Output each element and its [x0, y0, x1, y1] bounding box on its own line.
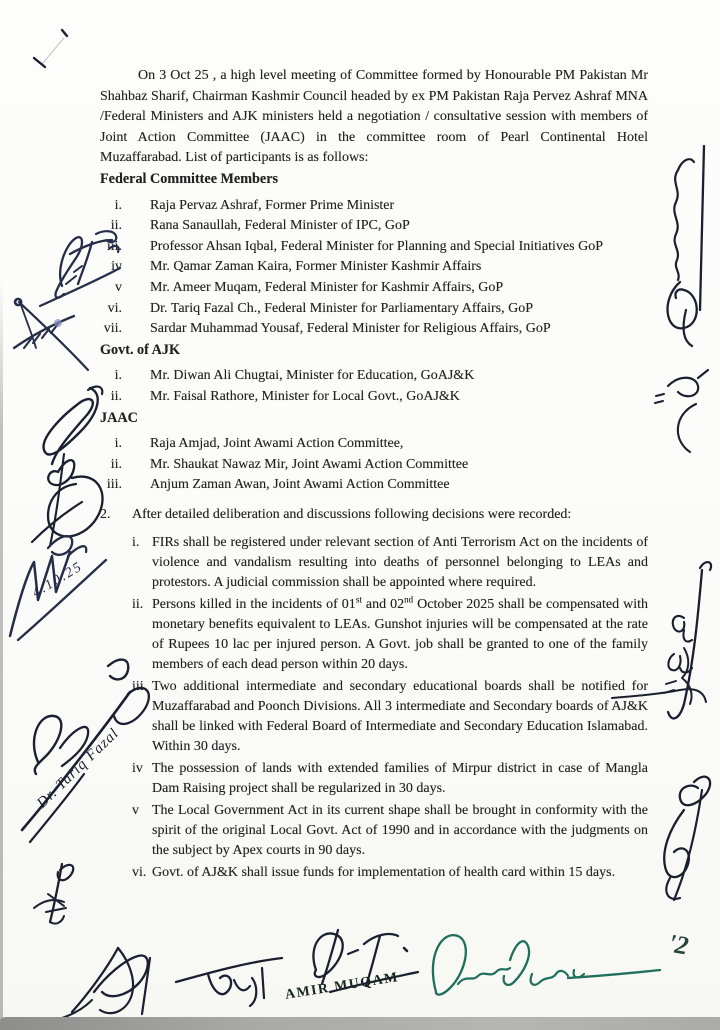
item-numeral: iii.: [132, 679, 148, 695]
item-numeral: v: [115, 279, 122, 295]
handwritten-tariq-fazal-note: Dr. Tariq Fazal: [34, 725, 123, 812]
item-text: Raja Amjad, Joint Awami Action Committee,: [150, 436, 404, 452]
decisions-intro-row: [100, 505, 648, 526]
item-numeral: i.: [114, 197, 122, 213]
item-text: Dr. Tariq Fazal Ch., Federal Minister for Parliamentary Affairs, GoP: [150, 300, 534, 316]
scan-edge-shadow-bottom: [0, 1017, 720, 1030]
decision-item: [132, 759, 648, 799]
item-numeral: vii.: [103, 321, 122, 337]
signature-bottom-3: [278, 920, 440, 1020]
handwritten-page-mark: '2: [665, 928, 691, 961]
item-numeral: i.: [114, 436, 122, 452]
item-numeral: ii.: [110, 456, 122, 472]
section-heading-federal-committee-members: Federal Committee Members: [100, 170, 279, 187]
item-text: Mr. Shaukat Nawaz Mir, Joint Awami Action Committee: [150, 456, 469, 472]
ajk-govt-list: [100, 366, 648, 407]
decision-item: [132, 801, 648, 861]
decision-text-part: October 2025 shall be compensated with monetary benefits equivalent to LEAs. Gunshot injuries will be compensated at the rate of Rupees 10 lac per injured person. A Govt. job shall be granted to one of the family members of each dead person within 20 days.: [152, 597, 648, 673]
decision-text: Two additional intermediate and secondary educational boards shall be notified for Muzaffarabad and Poonch Divisions. All 3 intermediate and Secondary boards of AJ&K shall be linked with Federal Board of Intermediate and Secondary Education Islamabad. Within 30 days.: [152, 679, 648, 755]
item-text: Sardar Muhammad Yousaf, Federal Minister for Religious Affairs, GoP: [150, 321, 551, 337]
scan-edge-shadow-left: [0, 280, 3, 1030]
list-item: [100, 299, 648, 320]
ordinal-superscript: st: [355, 594, 362, 605]
signature-bottom-4-green: [392, 926, 668, 1008]
decision-item: [132, 863, 648, 883]
item-numeral: v: [132, 803, 139, 819]
decision-item: [132, 533, 648, 593]
item-text: Anjum Zaman Awan, Joint Awami Action Committee: [150, 477, 450, 493]
decision-text-part: Persons killed in the incidents of 01: [152, 597, 356, 613]
list-item: [100, 366, 648, 387]
list-item: [100, 455, 648, 476]
list-item: [100, 278, 648, 299]
list-item: [100, 237, 648, 258]
section-heading-jaac: JAAC: [100, 409, 138, 426]
item-numeral: ii.: [110, 388, 122, 404]
item-text: Raja Pervaz Ashraf, Former Prime Minister: [150, 197, 395, 213]
decisions-intro-text: After detailed deliberation and discussions following decisions were recorded:: [132, 506, 572, 522]
federal-members-list: [100, 196, 648, 340]
list-item: [100, 387, 648, 408]
item-numeral: ii.: [110, 218, 122, 234]
item-text: Rana Sanaullah, Federal Minister of IPC, GoP: [150, 218, 410, 234]
item-text: Mr. Qamar Zaman Kaira, Former Minister Kashmir Affairs: [150, 259, 482, 275]
item-numeral: iii.: [106, 477, 122, 493]
list-item: [100, 475, 648, 496]
signature-bottom-1: [52, 930, 178, 1024]
section-heading-govt-of-ajk: Govt. of AJK: [100, 341, 180, 358]
list-item: [100, 216, 648, 237]
decision-item: [132, 595, 648, 675]
decisions-list: [100, 533, 648, 883]
decision-text-part: and 02: [361, 597, 405, 613]
item-numeral: iv: [132, 761, 143, 777]
decision-text: FIRs shall be registered under relevant section of Anti Terrorism Act on the incidents of violence and vandalism resulting into deaths of personnel belonging to LEAs and protestors. A judicial commission shall be appointed where required.: [152, 535, 648, 591]
item-text: Mr. Diwan Ali Chugtai, Minister for Education, GoAJ&K: [150, 368, 475, 384]
item-text: Mr. Faisal Rathore, Minister for Local Govt., GoAJ&K: [150, 388, 460, 404]
intro-paragraph: On 3 Oct 25 , a high level meeting of Committee formed by Honourable PM Pakistan Mr Shahbaz Sharif, Chairman Kashmir Council headed by ex PM Pakistan Raja Pervez Ashraf MNA /Federal Ministers and AJK ministers held a negotiation / consultative session with members of Joint Action Committee (JAAC) in the committee room of Pearl Continental Hotel Muzaffarabad. List of participants is as follows:: [100, 68, 648, 166]
decision-text: Govt. of AJ&K shall issue funds for implementation of health card within 15 days.: [152, 865, 616, 881]
decisions-numeral: 2.: [100, 506, 111, 522]
item-numeral: i.: [132, 535, 140, 551]
jaac-list: [100, 434, 648, 496]
item-text: Professor Ahsan Iqbal, Federal Minister for Planning and Special Initiatives GoP: [150, 238, 603, 254]
handwritten-amir-muqam-note: AMIR MUQAM: [284, 970, 400, 1003]
ordinal-superscript: nd: [404, 594, 414, 605]
handwritten-date-note: 4.10.25: [30, 559, 86, 601]
item-numeral: vi.: [132, 865, 147, 881]
decision-text: The possession of lands with extended families of Mirpur district in case of Mangla Dam Raising project shall be regularized in 30 days.: [152, 761, 648, 797]
decision-item: [132, 677, 648, 757]
list-item: [100, 319, 648, 340]
decision-text: [152, 595, 648, 675]
item-numeral: iv: [111, 259, 122, 275]
list-item: [100, 196, 648, 217]
list-item: [100, 257, 648, 278]
list-item: [100, 434, 648, 455]
item-numeral: vi.: [107, 300, 122, 316]
decision-text: The Local Government Act in its current shape shall be brought in conformity with the spirit of the original Local Govt. Act of 1990 and in accordance with the judgments on the subject by Apex courts in 90 days.: [152, 803, 648, 859]
item-numeral: i.: [114, 368, 122, 384]
item-numeral: iii.: [106, 238, 122, 254]
signature-bottom-2: [172, 942, 290, 1016]
item-text: Mr. Ameer Muqam, Federal Minister for Kashmir Affairs, GoP: [150, 279, 504, 295]
item-numeral: ii.: [132, 597, 144, 613]
